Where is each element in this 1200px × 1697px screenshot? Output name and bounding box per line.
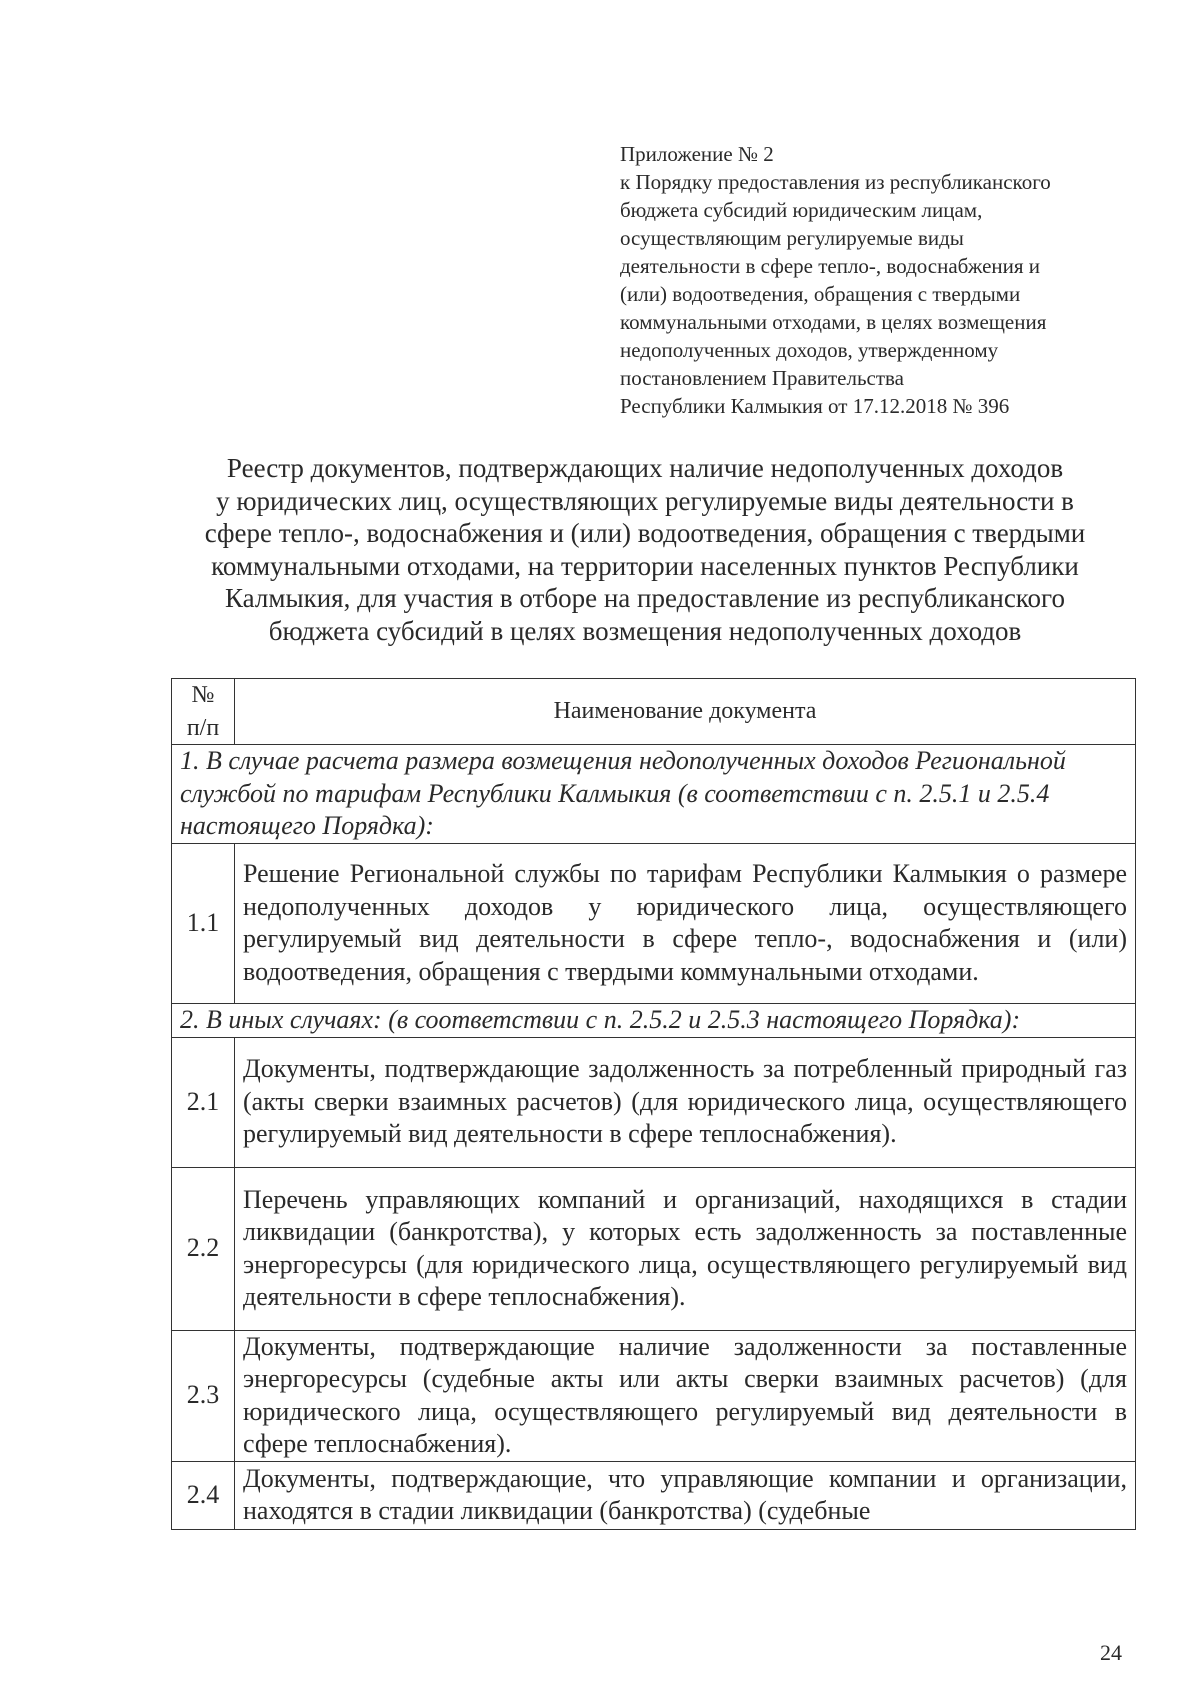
annex-line: (или) водоотведения, обращения с твердыми [620, 282, 1021, 306]
annex-line: постановлением Правительства [620, 366, 905, 390]
header-name: Наименование документа [235, 679, 1136, 745]
annex-line: деятельности в сфере тепло-, водоснабжения и [620, 254, 1041, 278]
section-2-text: 2. В иных случаях: (в соответствии с п. 2.5.2 и 2.5.3 настоящего Порядка): [172, 1003, 1136, 1037]
title-line: коммунальными отходами, на территории населенных пунктов Республики [211, 550, 1079, 581]
annex-line: бюджета субсидий юридическим лицам, [620, 198, 983, 222]
table-header-row [172, 679, 1136, 745]
annex-reference [620, 140, 1140, 420]
document-title [160, 452, 1130, 647]
section-row [172, 745, 1136, 844]
annex-line: Приложение № 2 [620, 142, 774, 166]
row-text: Решение Региональной службы по тарифам Республики Калмыкия о размере недополученных доходов у юридического лица, осуществляющего регулируемый вид деятельности в сфере тепло-, водоснабжения и (или) водоотведения, обращения с твердыми коммунальными отходами. [235, 843, 1136, 1003]
title-line: Реестр документов, подтверждающих наличие недополученных доходов [226, 453, 1064, 483]
table-row [172, 1461, 1136, 1529]
documents-table [171, 678, 1136, 1530]
title-line: бюджета субсидий в целях возмещения недополученных доходов [268, 615, 1022, 646]
header-num: № п/п [172, 679, 235, 745]
page-number: 24 [1100, 1640, 1122, 1665]
title-line: у юридических лиц, осуществляющих регулируемые виды деятельности в [216, 485, 1074, 516]
annex-line: к Порядку предоставления из республиканского [620, 170, 1051, 194]
row-num: 1.1 [172, 843, 235, 1003]
table-row [172, 843, 1136, 1003]
row-num: 2.4 [172, 1461, 235, 1529]
row-text: Документы, подтверждающие наличие задолженности за поставленные энергоресурсы (судебные акты или акты сверки взаимных расчетов) (для юридического лица, осуществляющего регулируемый вид деятельности в сфере теплоснабжения). [235, 1330, 1136, 1461]
title-line: сфере тепло-, водоснабжения и (или) водоотведения, обращения с твердыми [204, 518, 1086, 548]
row-text: Документы, подтверждающие задолженность за потребленный природный газ (акты сверки взаимных расчетов) (для юридического лица, осуществляющего регулируемый вид деятельности в сфере теплоснабжения). [235, 1037, 1136, 1167]
annex-line: Республики Калмыкия от 17.12.2018 № 396 [620, 394, 1010, 418]
table-row [172, 1037, 1136, 1167]
section-row [172, 1003, 1136, 1037]
row-num: 2.1 [172, 1037, 235, 1167]
table-row [172, 1167, 1136, 1330]
row-num: 2.2 [172, 1167, 235, 1330]
row-num: 2.3 [172, 1330, 235, 1461]
row-text: Документы, подтверждающие, что управляющие компании и организации, находятся в стадии ликвидации (банкротства) (судебные [235, 1461, 1136, 1529]
title-line: Калмыкия, для участия в отборе на предоставление из республиканского [225, 583, 1065, 613]
section-1-text: 1. В случае расчета размера возмещения недополученных доходов Региональной службой по тарифам Республики Калмыкия (в соответствии с п. 2.5.1 и 2.5.4 настоящего Порядка): [172, 745, 1136, 844]
annex-line: осуществляющим регулируемые виды [620, 226, 964, 250]
table-row [172, 1330, 1136, 1461]
annex-line: коммунальными отходами, в целях возмещения [620, 310, 1047, 334]
row-text: Перечень управляющих компаний и организаций, находящихся в стадии ликвидации (банкротства), у которых есть задолженность за поставленные энергоресурсы (для юридического лица, осуществляющего регулируемый вид деятельности в сфере теплоснабжения). [235, 1167, 1136, 1330]
annex-line: недополученных доходов, утвержденному [620, 338, 999, 362]
